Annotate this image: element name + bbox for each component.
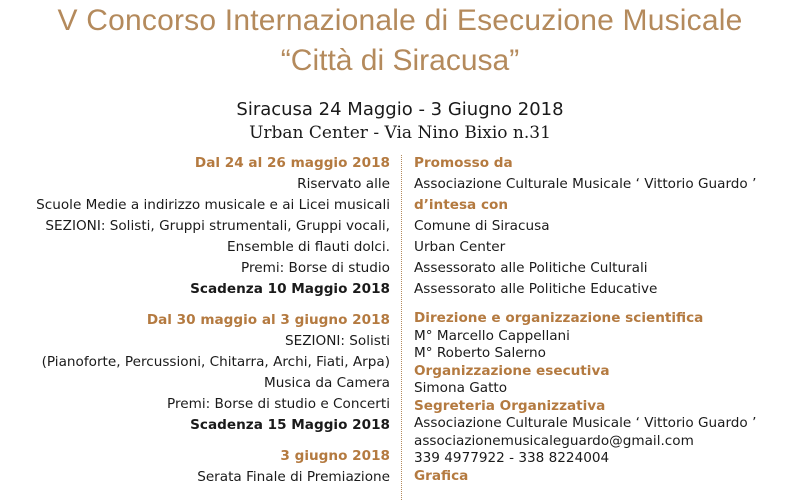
block1-line: Ensemble di flauti dolci. xyxy=(227,239,390,255)
block1-heading: Dal 24 al 26 maggio 2018 xyxy=(194,155,390,171)
page-subtitle: “Città di Siracusa” xyxy=(280,44,520,77)
block1-line: Premi: Borse di studio xyxy=(240,260,390,276)
event-dates: Siracusa 24 Maggio - 3 Giugno 2018 xyxy=(236,99,564,120)
direzione-line: M° Marcello Cappellani xyxy=(414,327,570,344)
direzione-line: M° Roberto Salerno xyxy=(414,345,546,361)
block1-line: Riservato alle xyxy=(297,176,390,192)
segreteria-phone: 339 4977922 - 338 8224004 xyxy=(414,450,610,466)
block3-line: Serata Finale di Premiazione xyxy=(197,469,390,485)
promosso-heading: Promosso da xyxy=(414,155,513,171)
organizzazione-heading: Organizzazione esecutiva xyxy=(414,362,610,379)
schedule-column xyxy=(36,153,390,488)
event-venue: Urban Center - Via Nino Bixio n.31 xyxy=(249,123,551,143)
block1-line: SEZIONI: Solisti, Gruppi strumentali, Gruppi vocali, xyxy=(45,218,390,234)
segreteria-email: associazionemusicaleguardo@gmail.com xyxy=(414,432,694,449)
segreteria-heading: Segreteria Organizzativa xyxy=(414,397,606,414)
direzione-heading: Direzione e organizzazione scientifica xyxy=(414,310,704,326)
grafica-heading: Grafica xyxy=(414,467,469,484)
block2-line: Musica da Camera xyxy=(264,375,390,391)
intesa-line: Assessorato alle Politiche Educative xyxy=(414,281,658,297)
block2-heading: Dal 30 maggio al 3 giugno 2018 xyxy=(146,312,390,328)
intesa-line: Assessorato alle Politiche Culturali xyxy=(414,260,648,276)
block1-line: Scuole Medie a indirizzo musicale e ai Licei musicali xyxy=(36,197,390,213)
promosso-line: Associazione Culturale Musicale ‘ Vittorio Guardo ’ xyxy=(414,176,757,192)
block2-line: (Pianoforte, Percussioni, Chitarra, Archi, Fiati, Arpa) xyxy=(41,354,390,370)
organizzazione-line: Simona Gatto xyxy=(414,380,508,396)
block2-line: SEZIONI: Solisti xyxy=(284,333,390,349)
segreteria-line: Associazione Culturale Musicale ‘ Vittorio Guardo ’ xyxy=(414,415,757,431)
intesa-heading: d’intesa con xyxy=(414,197,509,213)
block1-deadline: Scadenza 10 Maggio 2018 xyxy=(190,281,390,297)
block3-heading: 3 giugno 2018 xyxy=(280,448,390,464)
intesa-line: Comune di Siracusa xyxy=(414,218,550,234)
organizers-column xyxy=(414,153,756,485)
intesa-line: Urban Center xyxy=(414,239,506,255)
block2-deadline: Scadenza 15 Maggio 2018 xyxy=(190,417,390,433)
block2-line: Premi: Borse di studio e Concerti xyxy=(167,396,390,412)
page-title: V Concorso Internazionale di Esecuzione Musicale xyxy=(57,4,743,37)
column-divider xyxy=(401,155,402,500)
